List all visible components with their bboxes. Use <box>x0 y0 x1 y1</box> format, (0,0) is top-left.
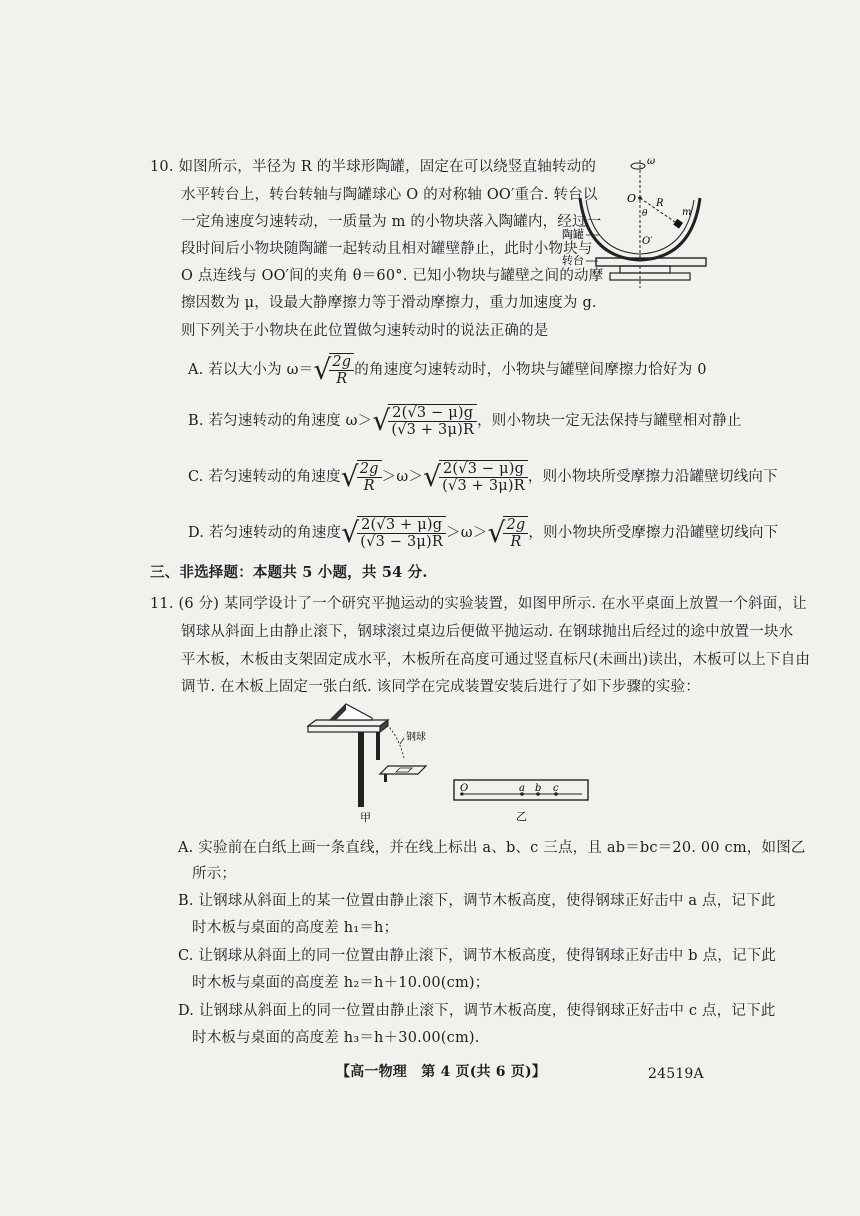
option-c-mid: ＞ω＞ <box>381 469 424 485</box>
point-a-label: a <box>519 783 525 794</box>
point-c-label: c <box>553 783 559 794</box>
m-label: m <box>682 207 692 218</box>
frac-a-num: 2g <box>329 354 354 371</box>
option-d-suffix: ，则小物块所受摩擦力沿罐壁切线向下 <box>528 525 779 541</box>
ball-label: 钢球 <box>406 732 426 743</box>
sqrt-c2: √ $\frac{2(√3 - \mu)g}{(√3 + 3\mu)R}$ <box>423 460 528 494</box>
option-b-prefix: B. 若匀速转动的角速度 ω＞ <box>188 413 373 429</box>
step-b-line1: B. 让钢球从斜面上的某一位置由静止滚下，调节木板高度，使得钢球正好击中 a 点，记下此 <box>178 893 776 909</box>
q11-line2: 钢球从斜面上由静止滚下，钢球滚过桌边后便做平抛运动. 在钢球抛出后经过的途中放置一块水 <box>181 624 794 640</box>
sqrt-d2: √ $\frac{2g}{R}$ <box>487 516 528 550</box>
q11-figure-yi <box>452 776 592 824</box>
q10-line2: 水平转台上，转台转轴与陶罐球心 O 的对称轴 OO′重合. 转台以 <box>181 187 598 203</box>
q11-line4: 调节. 在木板上固定一张白纸. 该同学在完成装置安装后进行了如下步骤的实验： <box>181 679 701 695</box>
sqrt-d1: √ $\frac{2(√3 + \mu)g}{(√3 - 3\mu)R}$ <box>341 516 446 550</box>
step-c-line2: 时木板与桌面的高度差 h₂＝h＋10.00(cm)； <box>192 975 490 991</box>
q10-line3: 一定角速度匀速转动，一质量为 m 的小物块落入陶罐内，经过一 <box>181 214 602 230</box>
frac-d1-den: (√3 − 3μ)R <box>360 534 443 550</box>
frac-d2-num: 2g <box>503 517 528 534</box>
theta-label: θ <box>642 209 648 219</box>
q11-figure-jia <box>300 700 450 825</box>
option-a-prefix: A. 若以大小为 ω＝ <box>188 362 314 378</box>
q10-option-d <box>188 515 778 551</box>
option-c-prefix: C. 若匀速转动的角速度 <box>188 469 341 485</box>
option-d-mid: ＞ω＞ <box>446 525 488 541</box>
frac-d1-num: 2(√3 + μ)g <box>357 517 446 534</box>
frac-b-num: 2(√3 − μ)g <box>388 405 477 422</box>
step-d-line2: 时木板与桌面的高度差 h₃＝h＋30.00(cm). <box>192 1030 480 1046</box>
frac-d2-den: R <box>510 534 522 550</box>
q11-line1: 11. (6 分) 某同学设计了一个研究平抛运动的实验装置，如图甲所示. 在水平桌面上放置一个斜面，让 <box>150 596 807 612</box>
sqrt-a: √ $\frac{2g}{R}$ <box>313 353 354 387</box>
q10-line6: 擦因数为 μ，设最大静摩擦力等于滑动摩擦力，重力加速度为 g. <box>181 295 597 311</box>
option-c-suffix: ，则小物块所受摩擦力沿罐壁切线向下 <box>527 469 778 485</box>
point-b-label: b <box>535 783 542 794</box>
block-icon <box>673 219 683 229</box>
r-label: R <box>656 198 664 209</box>
frac-b-den: (√3 + 3μ)R <box>391 422 475 438</box>
option-d-prefix: D. 若匀速转动的角速度 <box>188 525 342 541</box>
o-prime-label: O′ <box>642 236 653 247</box>
q11-line3: 平木板，木板由支架固定成水平，木板所在高度可通过竖直标尺(未画出)读出，木板可以上下自由 <box>181 652 811 668</box>
q10-option-c <box>188 459 778 495</box>
option-b-suffix: ，则小物块一定无法保持与罐壁相对静止 <box>477 413 742 429</box>
step-b-line2: 时木板与桌面的高度差 h₁＝h； <box>192 920 399 936</box>
frac-c1-num: 2g <box>357 461 382 478</box>
q10-line5: O 点连线与 OO′间的夹角 θ＝60°. 已知小物块与罐壁之间的动摩 <box>181 268 604 284</box>
sqrt-b: √ $\frac{2(√3 - \mu)g}{(√3 + 3\mu)R}$ <box>372 404 477 438</box>
q10-line1: 10. 如图所示，半径为 R 的半球形陶罐，固定在可以绕竖直轴转动的 <box>150 159 597 175</box>
figure-yi-label: 乙 <box>516 810 527 823</box>
figure-jia-label: 甲 <box>360 811 371 824</box>
q10-line4: 段时间后小物块随陶罐一起转动且相对罐壁静止，此时小物块与 <box>181 241 593 257</box>
step-d-line1: D. 让钢球从斜面上的同一位置由静止滚下，调节木板高度，使得钢球正好击中 c 点，记下此 <box>178 1003 776 1019</box>
q10-figure <box>560 150 710 300</box>
option-a-suffix: 的角速度匀速转动时，小物块与罐壁间摩擦力恰好为 0 <box>354 362 707 378</box>
q10-option-a <box>188 353 707 387</box>
q10-line7: 则下列关于小物块在此位置做匀速转动时的说法正确的是 <box>181 323 549 339</box>
omega-label: ω <box>647 156 656 167</box>
sqrt-c1: √ $\frac{2g}{R}$ <box>341 460 382 494</box>
frac-c1-den: R <box>363 478 375 494</box>
frac-c2-den: (√3 + 3μ)R <box>442 478 525 494</box>
footer-code: 24519A <box>648 1066 704 1082</box>
frac-a-den: R <box>336 371 348 387</box>
footer-subject: 【高一物理 第 4 页(共 6 页)】 <box>336 1064 547 1080</box>
q10-option-b <box>188 403 742 439</box>
turntable-label: 转台 <box>562 254 584 267</box>
step-a-line2: 所示； <box>192 866 237 882</box>
jar-label: 陶罐 <box>562 228 584 241</box>
section-3-heading: 三、非选择题：本题共 5 小题，共 54 分. <box>150 564 428 581</box>
frac-c2-num: 2(√3 − μ)g <box>439 461 528 478</box>
point-o-label: O <box>460 783 469 794</box>
o-label: O <box>627 192 637 205</box>
step-a-line1: A. 实验前在白纸上画一条直线，并在线上标出 a、b、c 三点，且 ab＝bc＝20. 00 cm，如图乙 <box>178 840 806 856</box>
step-c-line1: C. 让钢球从斜面上的同一位置由静止滚下，调节木板高度，使得钢球正好击中 b 点，记下此 <box>178 948 777 964</box>
